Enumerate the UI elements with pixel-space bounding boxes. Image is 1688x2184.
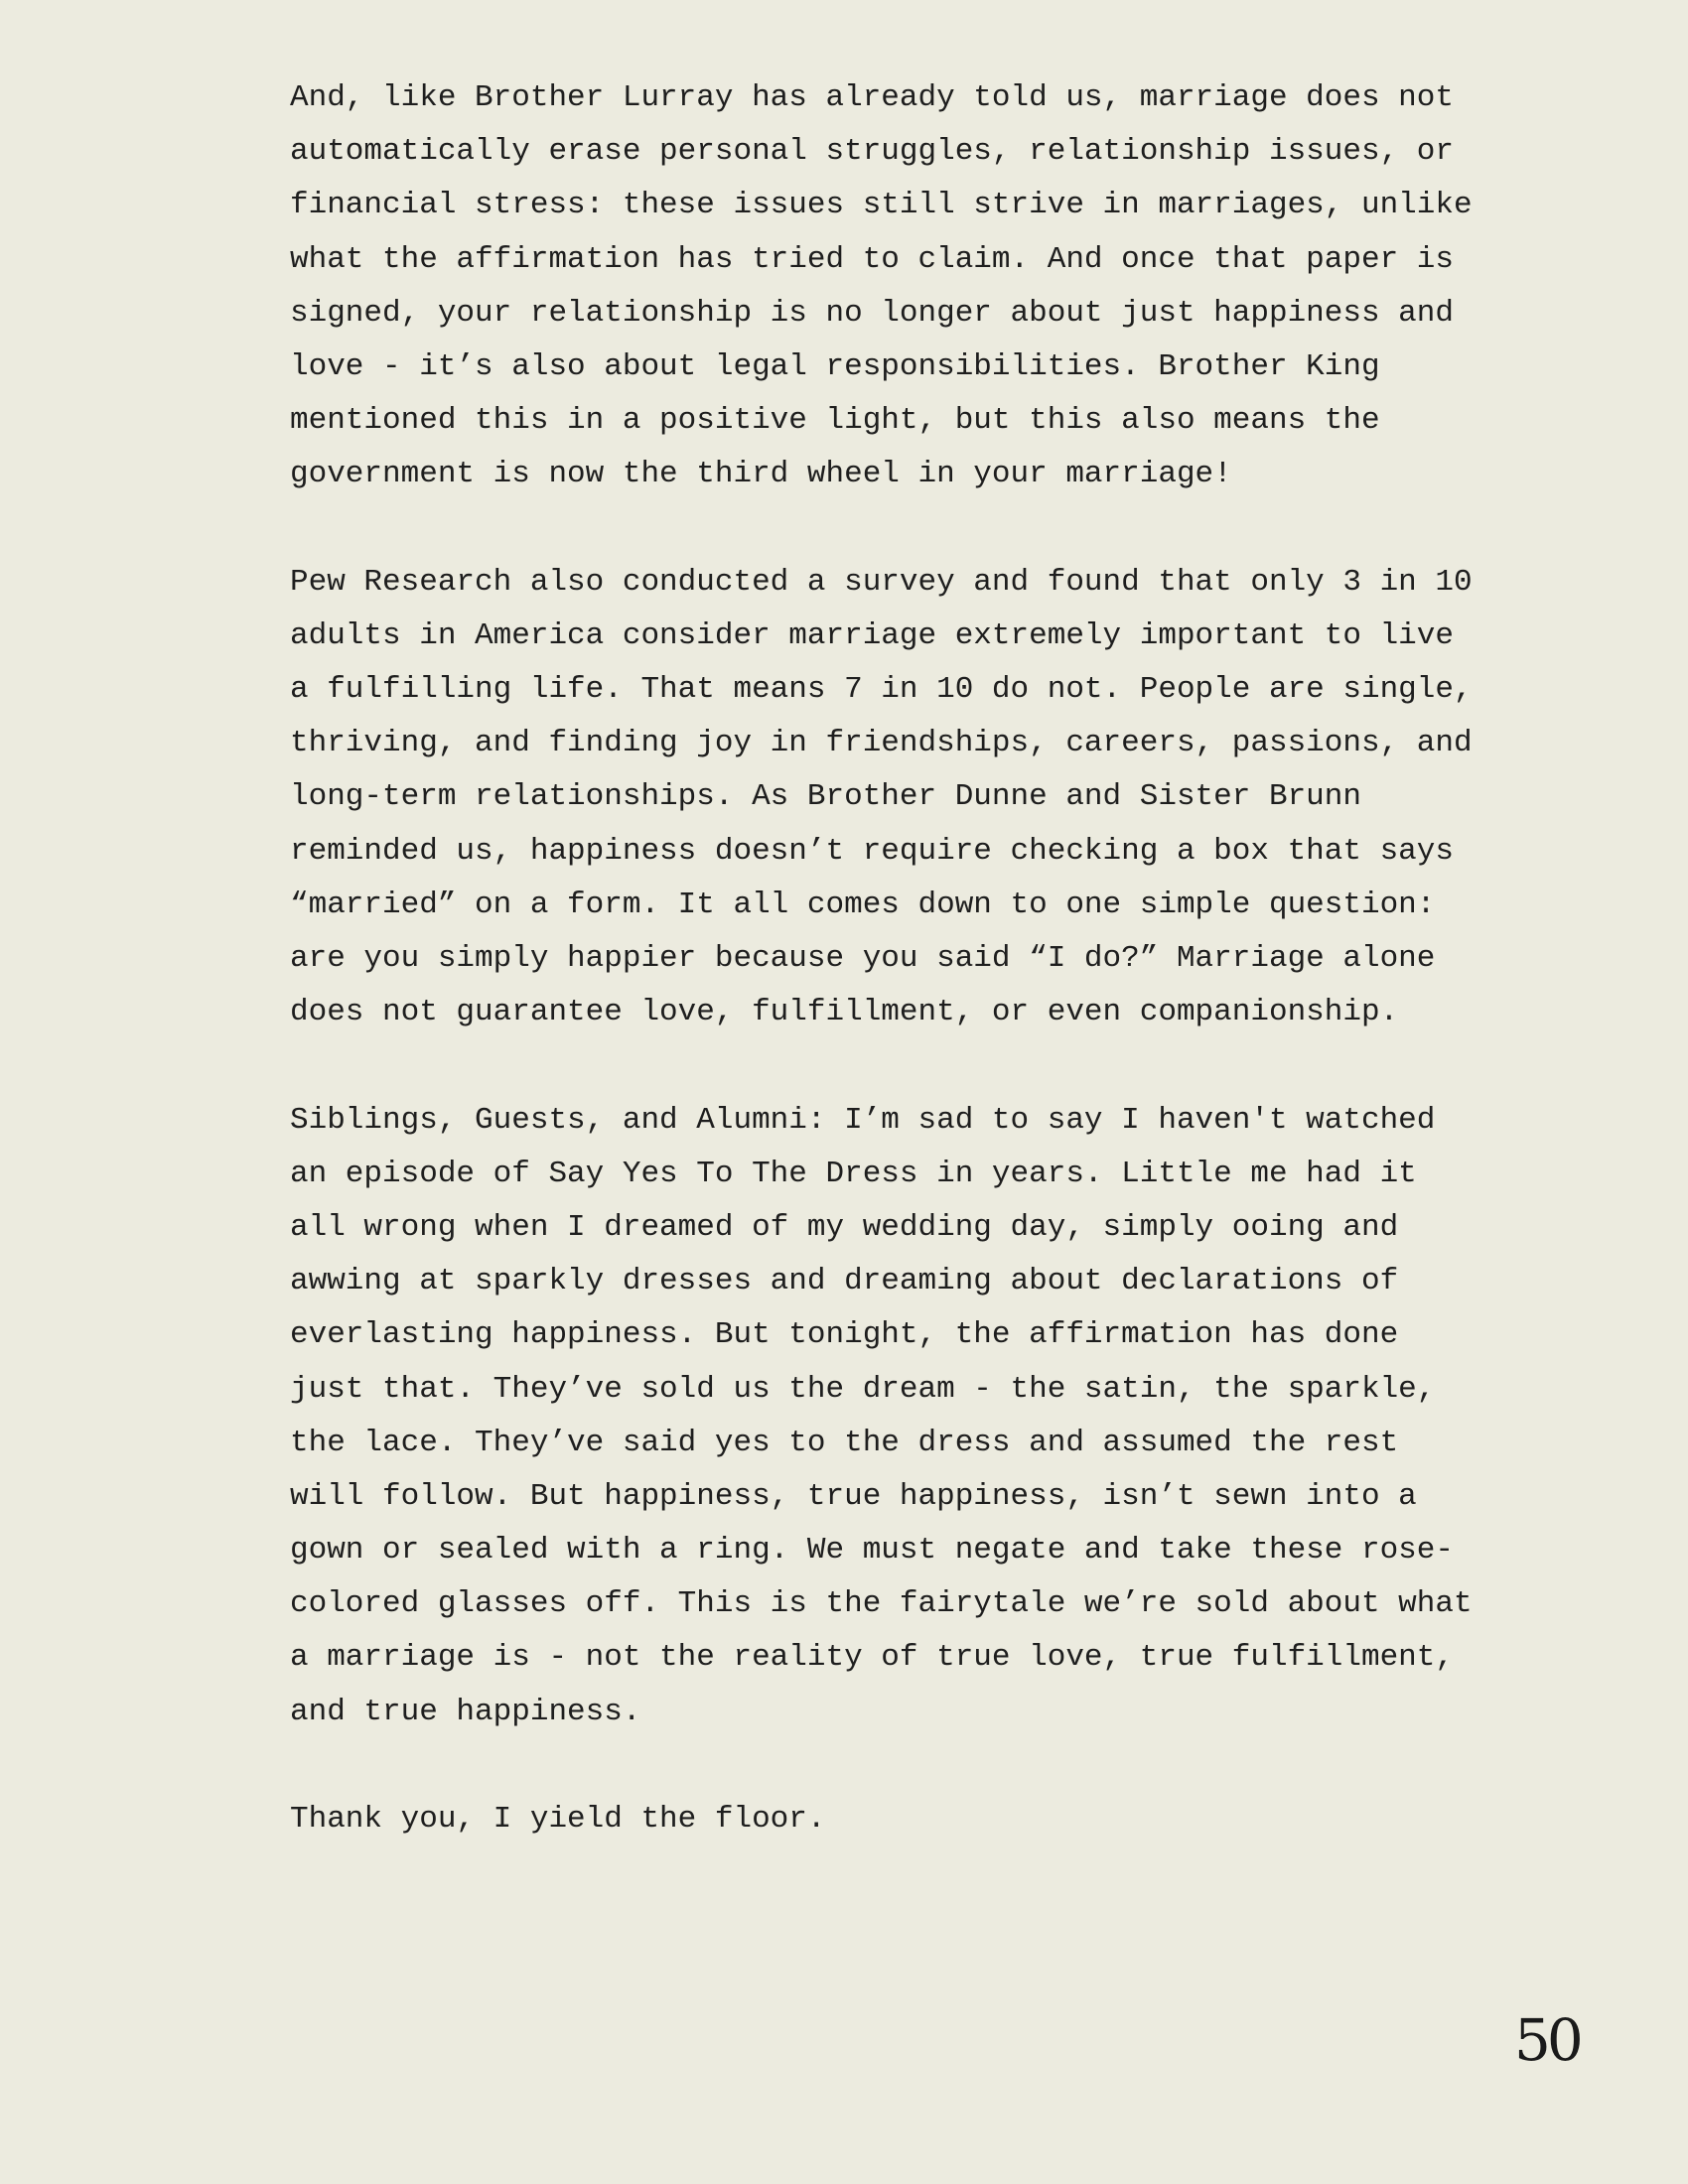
text-line: gown or sealed with a ring. We must negate and take these rose- <box>290 1533 1454 1569</box>
text-line: all wrong when I dreamed of my wedding day, simply ooing and <box>290 1209 1399 1245</box>
text-line: reminded us, happiness doesn’t require checking a box that says <box>290 833 1454 869</box>
text-line: awwing at sparkly dresses and dreaming about declarations of <box>290 1264 1399 1299</box>
text-line: government is now the third wheel in your marriage! <box>290 457 1232 492</box>
text-line: a fulfilling life. That means 7 in 10 do not. People are single, <box>290 672 1473 708</box>
paragraph-2 <box>290 556 1473 1040</box>
text-line: colored glasses off. This is the fairytale we’re sold about what <box>290 1586 1473 1622</box>
text-line: everlasting happiness. But tonight, the affirmation has done <box>290 1317 1399 1353</box>
page-body <box>290 71 1473 1900</box>
page-number: 50 <box>1514 2006 1580 2074</box>
paragraph-1 <box>290 71 1473 502</box>
text-line: “married” on a form. It all comes down to one simple question: <box>290 887 1436 922</box>
paragraph-3 <box>290 1094 1473 1739</box>
text-line: just that. They’ve sold us the dream - the satin, the sparkle, <box>290 1371 1436 1407</box>
text-line: long-term relationships. As Brother Dunne and Sister Brunn <box>290 779 1361 815</box>
text-line: signed, your relationship is no longer about just happiness and <box>290 295 1454 331</box>
text-line: automatically erase personal struggles, relationship issues, or <box>290 134 1454 170</box>
text-line: And, like Brother Lurray has already told us, marriage does not <box>290 80 1454 115</box>
text-line: financial stress: these issues still strive in marriages, unlike <box>290 188 1473 223</box>
text-line: mentioned this in a positive light, but this also means the <box>290 403 1380 439</box>
text-line: does not guarantee love, fulfillment, or even companionship. <box>290 995 1399 1030</box>
text-line: Siblings, Guests, and Alumni: I’m sad to say I haven't watched <box>290 1102 1436 1138</box>
text-line: the lace. They’ve said yes to the dress and assumed the rest <box>290 1425 1399 1460</box>
text-line: are you simply happier because you said “I do?” Marriage alone <box>290 941 1436 976</box>
text-line: thriving, and finding joy in friendships, careers, passions, and <box>290 726 1473 761</box>
text-line: Pew Research also conducted a survey and found that only 3 in 10 <box>290 564 1473 600</box>
text-line: and true happiness. <box>290 1694 641 1729</box>
text-line: love - it’s also about legal responsibilities. Brother King <box>290 348 1380 384</box>
paragraph-4 <box>290 1793 1422 1846</box>
text-line: a marriage is - not the reality of true love, true fulfillment, <box>290 1640 1454 1676</box>
text-line: what the affirmation has tried to claim. And once that paper is <box>290 241 1454 277</box>
text-line: will follow. But happiness, true happiness, isn’t sewn into a <box>290 1478 1417 1514</box>
text-line: adults in America consider marriage extremely important to live <box>290 617 1454 653</box>
text-line: an episode of Say Yes To The Dress in years. Little me had it <box>290 1156 1417 1191</box>
text-line: Thank you, I yield the floor. <box>290 1802 826 1837</box>
